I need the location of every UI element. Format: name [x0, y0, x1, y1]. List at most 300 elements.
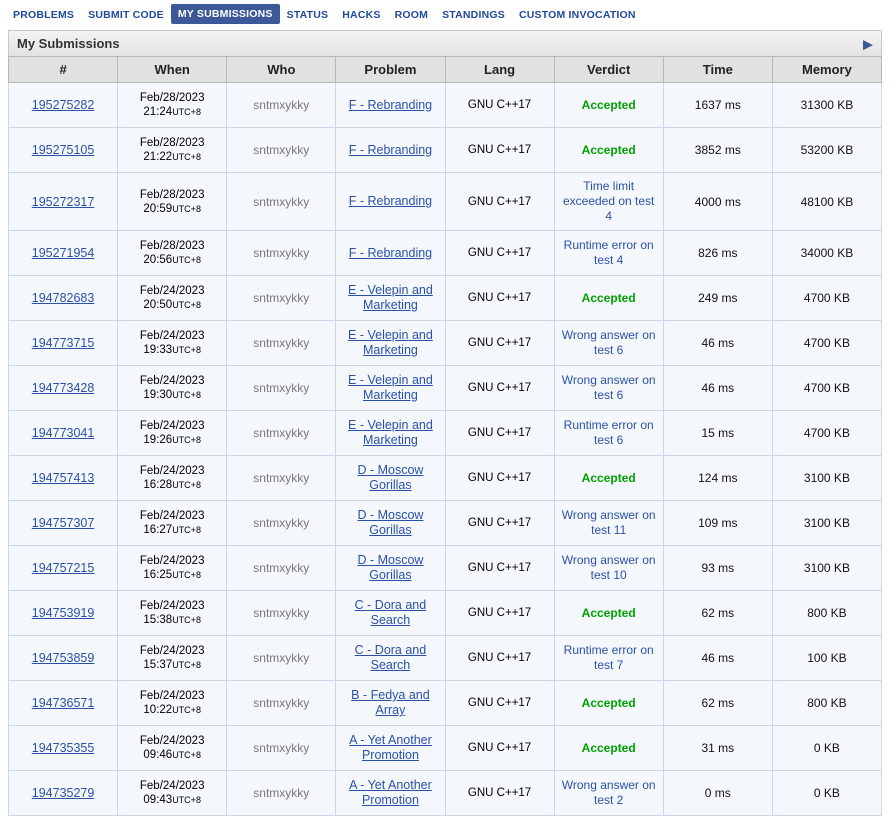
language-cell [445, 726, 554, 771]
submission-time-cell [118, 501, 227, 546]
submission-id-link[interactable]: 195271954 [31, 246, 95, 260]
verdict-status[interactable]: Wrong answer on test 10 [561, 553, 656, 582]
submission-timezone: UTC+8 [172, 300, 201, 310]
problem-link[interactable]: F - Rebranding [348, 97, 433, 112]
verdict-status[interactable]: Accepted [581, 142, 636, 157]
submission-timezone: UTC+8 [172, 435, 201, 445]
verdict-cell [554, 636, 663, 681]
nav-item-room[interactable]: ROOM [394, 8, 429, 21]
submission-clock [122, 150, 222, 164]
execution-time-cell [663, 128, 772, 173]
submission-date: Feb/24/2023 [139, 465, 205, 477]
table-row [9, 546, 882, 591]
submission-date: Feb/28/2023 [139, 92, 205, 104]
verdict-status[interactable]: Accepted [581, 605, 636, 620]
memory-value: 4700 KB [803, 426, 850, 440]
language-cell [445, 636, 554, 681]
memory-cell [772, 276, 881, 321]
problem-cell [336, 366, 445, 411]
verdict-status[interactable]: Runtime error on test 7 [563, 643, 654, 672]
author-cell [227, 128, 336, 173]
submission-date: Feb/24/2023 [139, 330, 205, 342]
verdict-cell [554, 128, 663, 173]
execution-time-value: 4000 ms [694, 194, 741, 209]
table-row [9, 456, 882, 501]
author-cell [227, 726, 336, 771]
author-handle[interactable]: sntmxykky [253, 741, 310, 755]
verdict-cell [554, 231, 663, 276]
language-cell [445, 366, 554, 411]
memory-cell [772, 681, 881, 726]
submission-id-cell [9, 231, 118, 276]
submission-time-cell [118, 366, 227, 411]
verdict-cell [554, 456, 663, 501]
execution-time-cell [663, 276, 772, 321]
language-label: GNU C++17 [467, 697, 532, 709]
submission-id-link[interactable]: 194753859 [31, 651, 95, 665]
submission-time-cell [118, 231, 227, 276]
problem-cell [336, 411, 445, 456]
language-cell [445, 411, 554, 456]
execution-time-cell [663, 591, 772, 636]
author-handle[interactable]: sntmxykky [253, 651, 310, 665]
submission-clock [122, 793, 222, 807]
column-header: Verdict [554, 57, 663, 83]
column-header: Problem [336, 57, 445, 83]
problem-cell [336, 681, 445, 726]
problem-link[interactable]: F - Rebranding [348, 245, 433, 260]
memory-value: 3100 KB [803, 561, 850, 575]
author-cell [227, 501, 336, 546]
memory-cell [772, 411, 881, 456]
problem-link[interactable]: C - Dora and Search [354, 598, 427, 627]
verdict-cell [554, 276, 663, 321]
execution-time-value: 109 ms [698, 516, 738, 530]
author-cell [227, 321, 336, 366]
submission-id-link[interactable]: 194736571 [31, 696, 95, 710]
submission-id-cell [9, 321, 118, 366]
verdict-status[interactable]: Accepted [581, 695, 636, 710]
problem-cell [336, 636, 445, 681]
language-label: GNU C++17 [467, 517, 532, 529]
submission-timezone: UTC+8 [172, 705, 201, 715]
submission-clock [122, 658, 222, 672]
column-header: Lang [445, 57, 554, 83]
memory-value: 3100 KB [803, 471, 850, 485]
execution-time-cell [663, 231, 772, 276]
submission-time-of-day: 19:26 [143, 434, 173, 446]
execution-time-cell [663, 636, 772, 681]
submission-id-cell [9, 681, 118, 726]
author-cell [227, 681, 336, 726]
author-handle[interactable]: sntmxykky [253, 336, 310, 350]
submission-time-cell [118, 636, 227, 681]
verdict-status[interactable]: Wrong answer on test 2 [561, 778, 656, 807]
execution-time-cell [663, 411, 772, 456]
submission-id-cell [9, 456, 118, 501]
memory-value: 53200 KB [800, 143, 854, 157]
submission-id-cell [9, 411, 118, 456]
nav-item-my-submissions[interactable]: MY SUBMISSIONS [171, 4, 280, 24]
submission-id-link[interactable]: 194773428 [31, 381, 95, 395]
memory-cell [772, 591, 881, 636]
language-label: GNU C++17 [467, 742, 532, 754]
memory-value: 34000 KB [800, 246, 854, 260]
memory-cell [772, 501, 881, 546]
memory-cell [772, 128, 881, 173]
language-cell [445, 128, 554, 173]
execution-time-cell [663, 726, 772, 771]
page-title: My Submissions [17, 36, 120, 51]
submission-id-cell [9, 366, 118, 411]
submission-time-cell [118, 456, 227, 501]
submission-date: Feb/24/2023 [139, 735, 205, 747]
problem-cell [336, 546, 445, 591]
submission-time-of-day: 21:24 [143, 106, 173, 118]
language-label: GNU C++17 [467, 195, 532, 208]
page-content [0, 30, 890, 816]
submission-timezone: UTC+8 [172, 615, 201, 625]
language-label: GNU C++17 [467, 787, 532, 799]
problem-link[interactable]: F - Rebranding [348, 194, 433, 208]
submission-timezone: UTC+8 [172, 660, 201, 670]
submission-clock [122, 523, 222, 537]
author-cell [227, 276, 336, 321]
problem-cell [336, 276, 445, 321]
author-handle[interactable]: sntmxykky [253, 381, 310, 395]
language-cell [445, 83, 554, 128]
submission-timezone: UTC+8 [172, 255, 201, 265]
submission-time-of-day: 09:46 [143, 749, 173, 761]
verdict-status[interactable]: Wrong answer on test 6 [561, 328, 656, 357]
table-row [9, 726, 882, 771]
problem-cell [336, 128, 445, 173]
submission-id-link[interactable]: 194773041 [31, 426, 95, 440]
submission-date: Feb/28/2023 [139, 137, 205, 149]
memory-cell [772, 456, 881, 501]
table-row [9, 366, 882, 411]
language-cell [445, 231, 554, 276]
memory-cell [772, 173, 881, 231]
author-handle[interactable]: sntmxykky [253, 291, 310, 305]
problem-link[interactable]: E - Velepin and Marketing [348, 373, 433, 402]
table-row [9, 231, 882, 276]
submission-id-link[interactable]: 195275105 [31, 143, 95, 157]
submission-time-of-day: 20:50 [143, 299, 173, 311]
submission-clock [122, 748, 222, 762]
column-header: # [9, 57, 118, 83]
author-handle[interactable]: sntmxykky [253, 606, 310, 620]
problem-cell [336, 173, 445, 231]
submission-clock [122, 478, 222, 492]
language-cell [445, 771, 554, 816]
submission-id-link[interactable]: 194735355 [31, 741, 95, 755]
submission-clock [122, 202, 222, 216]
submission-id-cell [9, 546, 118, 591]
submission-timezone: UTC+8 [172, 480, 201, 490]
table-row [9, 173, 882, 231]
submission-timezone: UTC+8 [172, 525, 201, 535]
table-row [9, 276, 882, 321]
author-handle[interactable]: sntmxykky [253, 561, 310, 575]
memory-value: 4700 KB [803, 291, 850, 305]
submission-timezone: UTC+8 [172, 795, 201, 805]
submission-clock [122, 105, 222, 119]
submission-timezone: UTC+8 [172, 390, 201, 400]
memory-value: 3100 KB [803, 516, 850, 530]
table-row [9, 411, 882, 456]
problem-cell [336, 321, 445, 366]
author-handle[interactable]: sntmxykky [253, 426, 310, 440]
execution-time-value: 249 ms [698, 291, 738, 305]
table-row [9, 681, 882, 726]
execution-time-value: 62 ms [701, 606, 735, 620]
column-header: Memory [772, 57, 881, 83]
language-cell [445, 456, 554, 501]
memory-cell [772, 321, 881, 366]
language-cell [445, 321, 554, 366]
submission-id-link[interactable]: 195272317 [31, 194, 95, 209]
submission-timezone: UTC+8 [172, 107, 201, 117]
table-row [9, 771, 882, 816]
nav-item-hacks[interactable]: HACKS [342, 8, 381, 21]
verdict-cell [554, 83, 663, 128]
submission-time-cell [118, 276, 227, 321]
execution-time-cell [663, 681, 772, 726]
author-handle[interactable]: sntmxykky [253, 143, 310, 157]
chevron-right-icon[interactable]: ▶ [863, 36, 873, 51]
execution-time-value: 3852 ms [694, 143, 741, 157]
memory-cell [772, 83, 881, 128]
problem-link[interactable]: A - Yet Another Promotion [349, 733, 432, 762]
problem-cell [336, 501, 445, 546]
submission-date: Feb/24/2023 [139, 420, 205, 432]
execution-time-value: 15 ms [701, 426, 735, 440]
problem-link[interactable]: C - Dora and Search [354, 643, 427, 672]
table-row [9, 501, 882, 546]
language-label: GNU C++17 [467, 144, 532, 156]
execution-time-cell [663, 366, 772, 411]
verdict-status[interactable]: Wrong answer on test 6 [561, 373, 656, 402]
submission-date: Feb/24/2023 [139, 510, 205, 522]
author-cell [227, 173, 336, 231]
execution-time-value: 62 ms [701, 696, 735, 710]
submission-timezone: UTC+8 [172, 570, 201, 580]
submission-id-link[interactable]: 194735279 [31, 786, 95, 800]
submission-clock [122, 388, 222, 402]
submission-date: Feb/24/2023 [139, 285, 205, 297]
submission-id-cell [9, 128, 118, 173]
verdict-status[interactable]: Time limit exceeded on test 4 [562, 179, 655, 223]
problem-cell [336, 771, 445, 816]
problem-cell [336, 726, 445, 771]
verdict-cell [554, 591, 663, 636]
problem-link[interactable]: A - Yet Another Promotion [349, 778, 432, 807]
author-cell [227, 456, 336, 501]
problem-link[interactable]: D - Moscow Gorillas [357, 463, 424, 492]
execution-time-value: 46 ms [701, 381, 735, 395]
language-cell [445, 276, 554, 321]
submission-id-cell [9, 636, 118, 681]
nav-item-problems[interactable]: PROBLEMS [13, 8, 75, 21]
submission-time-cell [118, 726, 227, 771]
submission-time-of-day: 15:37 [143, 659, 173, 671]
submission-time-cell [118, 173, 227, 231]
submission-time-of-day: 21:22 [143, 151, 173, 163]
memory-cell [772, 366, 881, 411]
submission-id-link[interactable]: 194782683 [31, 291, 95, 305]
language-label: GNU C++17 [467, 427, 532, 439]
author-handle[interactable]: sntmxykky [253, 194, 310, 209]
problem-cell [336, 83, 445, 128]
verdict-cell [554, 501, 663, 546]
submission-id-cell [9, 501, 118, 546]
submission-date: Feb/24/2023 [139, 690, 205, 702]
submission-time-of-day: 20:56 [143, 254, 173, 266]
submission-date: Feb/28/2023 [139, 240, 205, 252]
table-row [9, 321, 882, 366]
execution-time-value: 93 ms [701, 561, 735, 575]
submission-id-link[interactable]: 194757215 [31, 561, 95, 575]
submission-clock [122, 568, 222, 582]
execution-time-value: 826 ms [698, 246, 738, 260]
language-cell [445, 546, 554, 591]
execution-time-value: 1637 ms [694, 98, 741, 112]
problem-link[interactable]: F - Rebranding [348, 142, 433, 157]
memory-value: 31300 KB [800, 98, 854, 112]
submission-date: Feb/28/2023 [139, 188, 205, 201]
author-handle[interactable]: sntmxykky [253, 246, 310, 260]
verdict-status[interactable]: Accepted [581, 740, 636, 755]
problem-link[interactable]: E - Velepin and Marketing [348, 328, 433, 357]
submission-clock [122, 703, 222, 717]
submission-id-cell [9, 276, 118, 321]
verdict-status[interactable]: Accepted [581, 97, 636, 112]
problem-link[interactable]: D - Moscow Gorillas [357, 553, 424, 582]
execution-time-cell [663, 501, 772, 546]
verdict-cell [554, 771, 663, 816]
execution-time-value: 124 ms [698, 471, 738, 485]
memory-cell [772, 546, 881, 591]
memory-value: 0 KB [813, 786, 840, 800]
author-handle[interactable]: sntmxykky [253, 516, 310, 530]
submission-id-link[interactable]: 195275282 [31, 98, 95, 112]
execution-time-cell [663, 771, 772, 816]
memory-value: 48100 KB [800, 194, 854, 209]
submission-clock [122, 433, 222, 447]
language-label: GNU C++17 [467, 472, 532, 484]
submission-id-cell [9, 83, 118, 128]
submission-time-of-day: 16:25 [143, 569, 173, 581]
nav-item-custom-invocation[interactable]: CUSTOM INVOCATION [518, 8, 636, 21]
submission-time-cell [118, 321, 227, 366]
memory-cell [772, 726, 881, 771]
submission-clock [122, 613, 222, 627]
author-handle[interactable]: sntmxykky [253, 471, 310, 485]
submission-date: Feb/24/2023 [139, 645, 205, 657]
language-label: GNU C++17 [467, 607, 532, 619]
verdict-status[interactable]: Runtime error on test 4 [563, 238, 654, 267]
author-handle[interactable]: sntmxykky [253, 98, 310, 112]
submission-time-of-day: 19:30 [143, 389, 173, 401]
table-row [9, 591, 882, 636]
submission-id-link[interactable]: 194753919 [31, 606, 95, 620]
verdict-status[interactable]: Wrong answer on test 11 [561, 508, 656, 537]
execution-time-cell [663, 456, 772, 501]
submission-time-of-day: 16:27 [143, 524, 173, 536]
submission-id-link[interactable]: 194757413 [31, 471, 95, 485]
nav-item-submit-code[interactable]: SUBMIT CODE [88, 8, 164, 21]
execution-time-value: 46 ms [701, 651, 735, 665]
author-cell [227, 231, 336, 276]
memory-value: 100 KB [807, 651, 847, 665]
column-header: Who [227, 57, 336, 83]
language-cell [445, 501, 554, 546]
submission-time-cell [118, 411, 227, 456]
author-cell [227, 636, 336, 681]
author-cell [227, 411, 336, 456]
submission-date: Feb/24/2023 [139, 555, 205, 567]
column-header: When [118, 57, 227, 83]
execution-time-cell [663, 546, 772, 591]
submission-time-cell [118, 83, 227, 128]
submission-date: Feb/24/2023 [139, 780, 205, 792]
submission-timezone: UTC+8 [172, 750, 201, 760]
verdict-status[interactable]: Runtime error on test 6 [563, 418, 654, 447]
column-header: Time [663, 57, 772, 83]
execution-time-value: 31 ms [701, 741, 735, 755]
language-cell [445, 173, 554, 231]
language-label: GNU C++17 [467, 247, 532, 259]
submission-time-of-day: 10:22 [143, 704, 173, 716]
author-cell [227, 546, 336, 591]
author-cell [227, 366, 336, 411]
nav-item-status[interactable]: STATUS [286, 8, 329, 21]
problem-link[interactable]: E - Velepin and Marketing [348, 283, 433, 312]
verdict-cell [554, 321, 663, 366]
language-label: GNU C++17 [467, 337, 532, 349]
submission-date: Feb/24/2023 [139, 375, 205, 387]
memory-cell [772, 231, 881, 276]
verdict-status[interactable]: Accepted [581, 290, 636, 305]
author-handle[interactable]: sntmxykky [253, 786, 310, 800]
memory-value: 800 KB [807, 606, 847, 620]
submissions-table [8, 56, 882, 816]
verdict-cell [554, 726, 663, 771]
submission-id-link[interactable]: 194757307 [31, 516, 95, 530]
submission-time-of-day: 09:43 [143, 794, 173, 806]
language-label: GNU C++17 [467, 99, 532, 111]
memory-value: 4700 KB [803, 336, 850, 350]
memory-value: 800 KB [807, 696, 847, 710]
problem-link[interactable]: D - Moscow Gorillas [357, 508, 424, 537]
execution-time-value: 46 ms [701, 336, 735, 350]
submission-id-link[interactable]: 194773715 [31, 336, 95, 350]
language-label: GNU C++17 [467, 382, 532, 394]
language-label: GNU C++17 [467, 562, 532, 574]
verdict-status[interactable]: Accepted [581, 470, 636, 485]
verdict-cell [554, 681, 663, 726]
problem-link[interactable]: B - Fedya and Array [351, 688, 430, 717]
execution-time-cell [663, 83, 772, 128]
problem-cell [336, 456, 445, 501]
nav-item-standings[interactable]: STANDINGS [442, 8, 505, 21]
problem-link[interactable]: E - Velepin and Marketing [348, 418, 433, 447]
memory-cell [772, 636, 881, 681]
author-handle[interactable]: sntmxykky [253, 696, 310, 710]
verdict-cell [554, 546, 663, 591]
execution-time-cell [663, 173, 772, 231]
